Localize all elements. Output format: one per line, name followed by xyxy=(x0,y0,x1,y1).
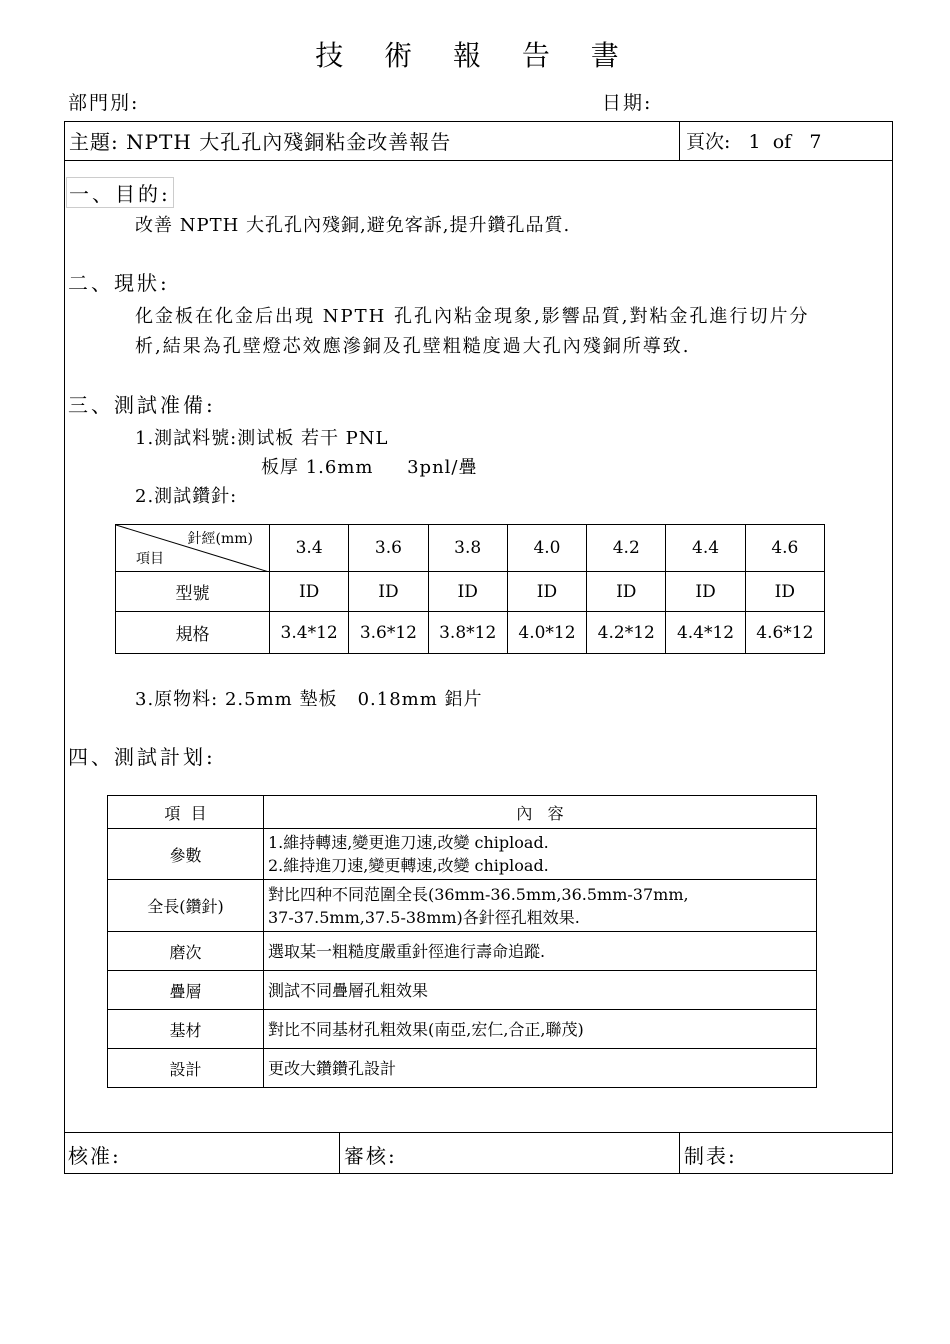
plan-item: 疊層 xyxy=(108,971,264,1010)
spec-cell: 3.8*12 xyxy=(428,612,507,654)
plan-content-line: 37-37.5mm,37.5-38mm)各針徑孔粗效果. xyxy=(268,907,580,927)
subject-title: 主題: NPTH 大孔孔內殘銅粘金改善報告 xyxy=(69,130,452,154)
document-title: 技 術 報 告 書 xyxy=(315,39,635,72)
model-cell: ID xyxy=(270,572,349,612)
page-number: 1 xyxy=(748,131,761,153)
plan-content: 對比不同基材孔粗效果(南亞,宏仁,合正,聯茂) xyxy=(264,1010,817,1049)
drill-size: 3.6 xyxy=(349,525,428,572)
section-2-line1: 化金板在化金后出現 NPTH 孔孔內粘金現象,影響品質,對粘金孔進行切片分 xyxy=(135,306,810,327)
plan-item: 設計 xyxy=(108,1049,264,1088)
footer-divider-1 xyxy=(339,1132,340,1174)
test-drill-label: 2.測試鑽針: xyxy=(135,486,238,507)
page-total: 7 xyxy=(809,131,822,153)
page-of: of xyxy=(772,131,792,153)
review-label: 審核: xyxy=(344,1144,397,1168)
model-cell: ID xyxy=(666,572,745,612)
model-cell: ID xyxy=(745,572,824,612)
board-thickness: 板厚 1.6mm 3pnl/疊 xyxy=(261,457,478,478)
drill-size: 4.4 xyxy=(666,525,745,572)
plan-content: 選取某一粗糙度嚴重針徑進行壽命追蹤. xyxy=(264,932,817,971)
plan-content-line: 2.維持進刀速,變更轉速,改變 chipload. xyxy=(268,856,549,875)
plan-table xyxy=(107,795,817,1088)
section-4-heading: 四、測試計划: xyxy=(68,745,216,769)
spec-cell: 4.0*12 xyxy=(507,612,586,654)
department-label: 部門別: xyxy=(68,92,140,114)
plan-header-content: 內 容 xyxy=(264,796,817,829)
test-part-number: 1.測試料號:測试板 若干 PNL xyxy=(135,428,389,449)
drill-size: 4.2 xyxy=(587,525,666,572)
model-cell: ID xyxy=(587,572,666,612)
corner-item-label: 項目 xyxy=(136,551,164,567)
footer-divider xyxy=(64,1132,893,1133)
subject-divider xyxy=(64,160,893,161)
drill-size: 3.8 xyxy=(428,525,507,572)
row-label-spec: 規格 xyxy=(116,612,270,654)
spec-cell: 3.6*12 xyxy=(349,612,428,654)
plan-content xyxy=(264,829,817,880)
spec-cell: 3.4*12 xyxy=(270,612,349,654)
plan-content xyxy=(264,880,817,932)
date-label: 日期: xyxy=(602,92,653,114)
plan-content-line: 1.維持轉速,變更進刀速,改變 chipload. xyxy=(268,833,549,852)
page-cell-divider xyxy=(679,121,680,160)
page-label: 頁次: xyxy=(686,131,731,153)
model-cell: ID xyxy=(507,572,586,612)
plan-item: 磨次 xyxy=(108,932,264,971)
model-cell: ID xyxy=(428,572,507,612)
plan-content-line: 對比四种不同范圍全長(36mm-36.5mm,36.5mm-37mm, xyxy=(268,884,689,904)
page-indicator xyxy=(686,127,821,154)
drill-size: 3.4 xyxy=(270,525,349,572)
section-3-heading: 三、測試准備: xyxy=(68,393,216,417)
prepare-label: 制表: xyxy=(684,1144,737,1168)
drill-size: 4.0 xyxy=(507,525,586,572)
drill-table xyxy=(115,524,825,654)
row-label-model: 型號 xyxy=(116,572,270,612)
corner-size-label: 針經(mm) xyxy=(187,531,253,547)
spec-cell: 4.2*12 xyxy=(587,612,666,654)
section-2-line2: 析,結果為孔壁燈芯效應滲銅及孔壁粗糙度過大孔內殘銅所導致. xyxy=(135,336,691,357)
raw-materials: 3.原物料: 2.5mm 墊板 0.18mm 鋁片 xyxy=(135,689,483,710)
plan-item: 參數 xyxy=(108,829,264,880)
plan-item: 全長(鑽針) xyxy=(108,880,264,932)
drill-table-corner xyxy=(116,525,270,572)
plan-header-item: 項 目 xyxy=(108,796,264,829)
plan-content: 更改大鑽鑽孔設計 xyxy=(264,1049,817,1088)
section-2-heading: 二、現狀: xyxy=(68,271,170,295)
footer-divider-2 xyxy=(679,1132,680,1174)
model-cell: ID xyxy=(349,572,428,612)
drill-size: 4.6 xyxy=(745,525,824,572)
spec-cell: 4.6*12 xyxy=(745,612,824,654)
section-1-heading: 一、目的: xyxy=(66,177,174,208)
plan-content: 測試不同疊層孔粗效果 xyxy=(264,971,817,1010)
approve-label: 核准: xyxy=(68,1144,121,1168)
plan-item: 基材 xyxy=(108,1010,264,1049)
spec-cell: 4.4*12 xyxy=(666,612,745,654)
section-1-text: 改善 NPTH 大孔孔內殘銅,避免客訴,提升鑽孔品質. xyxy=(135,215,571,236)
